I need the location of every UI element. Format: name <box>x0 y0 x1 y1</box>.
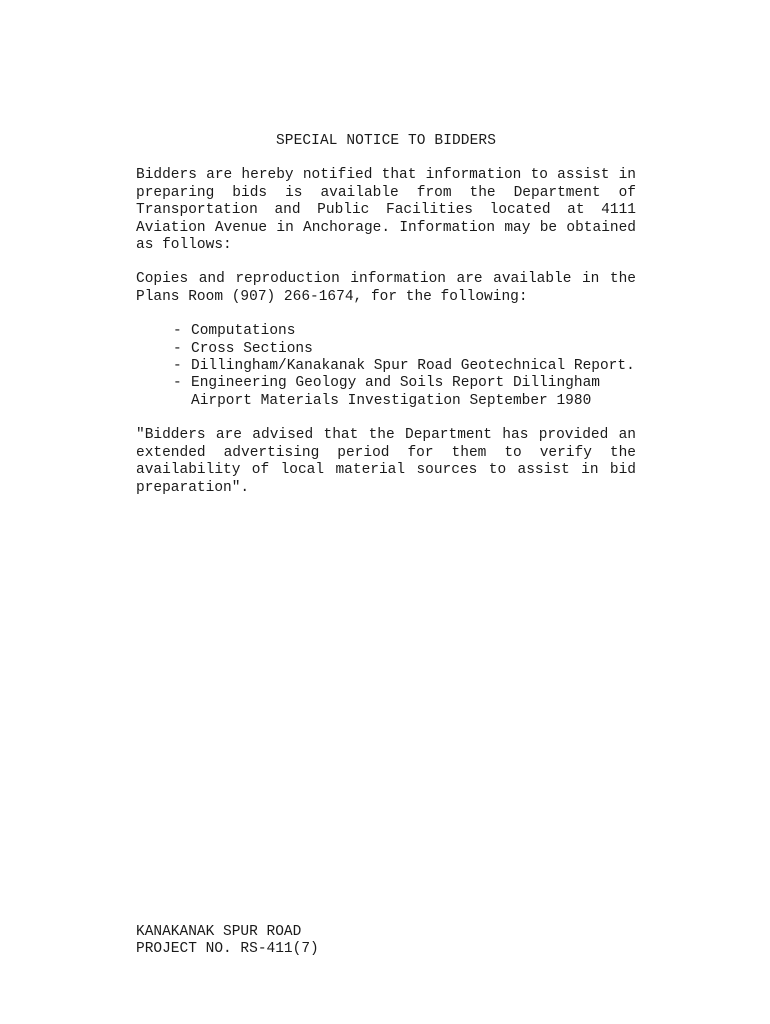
list-item <box>173 341 636 358</box>
list-item-text: Cross Sections <box>191 340 313 357</box>
project-footer <box>136 924 319 959</box>
list-item-text: Engineering Geology and Soils Report Dillingham Airport Materials Investigation September 1980 <box>191 375 600 409</box>
document-title: SPECIAL NOTICE TO BIDDERS <box>275 133 497 149</box>
list-dash: - <box>173 358 182 375</box>
list-item <box>173 323 636 340</box>
plans-room-paragraph: Copies and reproduction information are available in the Plans Room (907) 266-1674, for the following: <box>136 271 636 305</box>
available-documents-list <box>136 323 636 410</box>
intro-paragraph: Bidders are hereby notified that information to assist in preparing bids is available from the Department of Transportation and Public Facilities located at 4111 Aviation Avenue in Anchorage. Information may be obtained as follows: <box>136 167 636 254</box>
project-number: PROJECT NO. RS-411(7) <box>136 941 319 958</box>
advisory-paragraph: "Bidders are advised that the Department has provided an extended advertising period for them to verify the availability of local material sources to assist in bid preparation". <box>136 427 636 496</box>
list-item <box>173 358 636 375</box>
list-dash: - <box>173 340 182 357</box>
list-dash: - <box>173 323 182 340</box>
list-dash: - <box>173 375 182 392</box>
list-item-text: Dillingham/Kanakanak Spur Road Geotechnical Report. <box>191 358 635 375</box>
list-item <box>173 375 636 410</box>
list-item-text: Computations <box>191 323 296 340</box>
document-body <box>136 133 636 514</box>
project-name: KANAKANAK SPUR ROAD <box>136 924 302 940</box>
